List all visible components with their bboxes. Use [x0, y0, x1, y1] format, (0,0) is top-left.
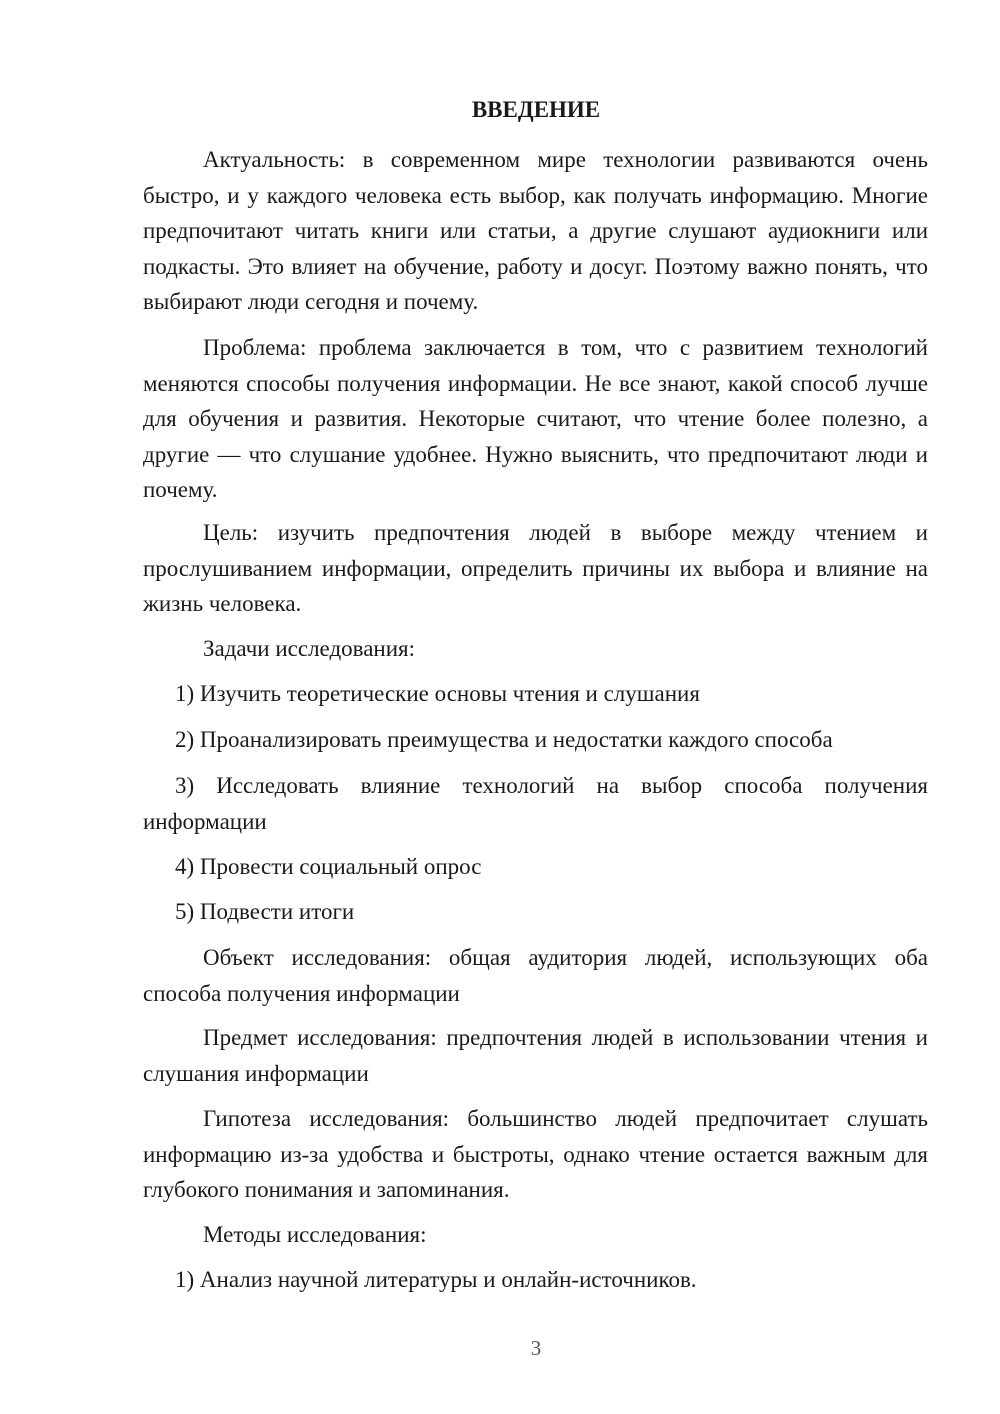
- task-item-2: 2) Проанализировать преимущества и недостатки каждого способа: [175, 727, 833, 752]
- method-item-1: 1) Анализ научной литературы и онлайн-источников.: [175, 1267, 697, 1292]
- hypothesis-paragraph: Гипотеза исследования: большинство людей предпочитает слушать информацию из-за удобства и быстроты, однако чтение остается важным для глубокого понимания и запоминания.: [143, 1106, 928, 1202]
- object-paragraph: Объект исследования: общая аудитория людей, использующих оба способа получения информации: [143, 945, 928, 1006]
- goal-paragraph: Цель: изучить предпочтения людей в выборе между чтением и прослушиванием информации, определить причины их выбора и влияние на жизнь человека.: [143, 520, 928, 616]
- task-item-1: 1) Изучить теоретические основы чтения и слушания: [175, 681, 700, 706]
- task-item-4: 4) Провести социальный опрос: [175, 854, 482, 879]
- page-number: 3: [530, 1336, 542, 1360]
- task-item-5: 5) Подвести итоги: [175, 899, 355, 924]
- page-title: ВВЕДЕНИЕ: [471, 97, 601, 122]
- methods-heading: Методы исследования:: [203, 1222, 427, 1247]
- task-item-3: 3) Исследовать влияние технологий на выбор способа получения информации: [143, 773, 928, 834]
- tasks-heading: Задачи исследования:: [203, 636, 416, 661]
- relevance-paragraph: Актуальность: в современном мире технологии развиваются очень быстро, и у каждого человека есть выбор, как получать информацию. Многие предпочитают читать книги или статьи, а другие слушают аудиокниги или подкасты. Это влияет на обучение, работу и досуг. Поэтому важно понять, что выбирают люди сегодня и почему.: [143, 147, 928, 314]
- subject-paragraph: Предмет исследования: предпочтения людей в использовании чтения и слушания информации: [143, 1025, 928, 1086]
- problem-paragraph: Проблема: проблема заключается в том, что с развитием технологий меняются способы получения информации. Не все знают, какой способ лучше для обучения и развития. Некоторые считают, что чтение более полезно, а другие — что слушание удобнее. Нужно выяснить, что предпочитают люди и почему.: [143, 335, 928, 502]
